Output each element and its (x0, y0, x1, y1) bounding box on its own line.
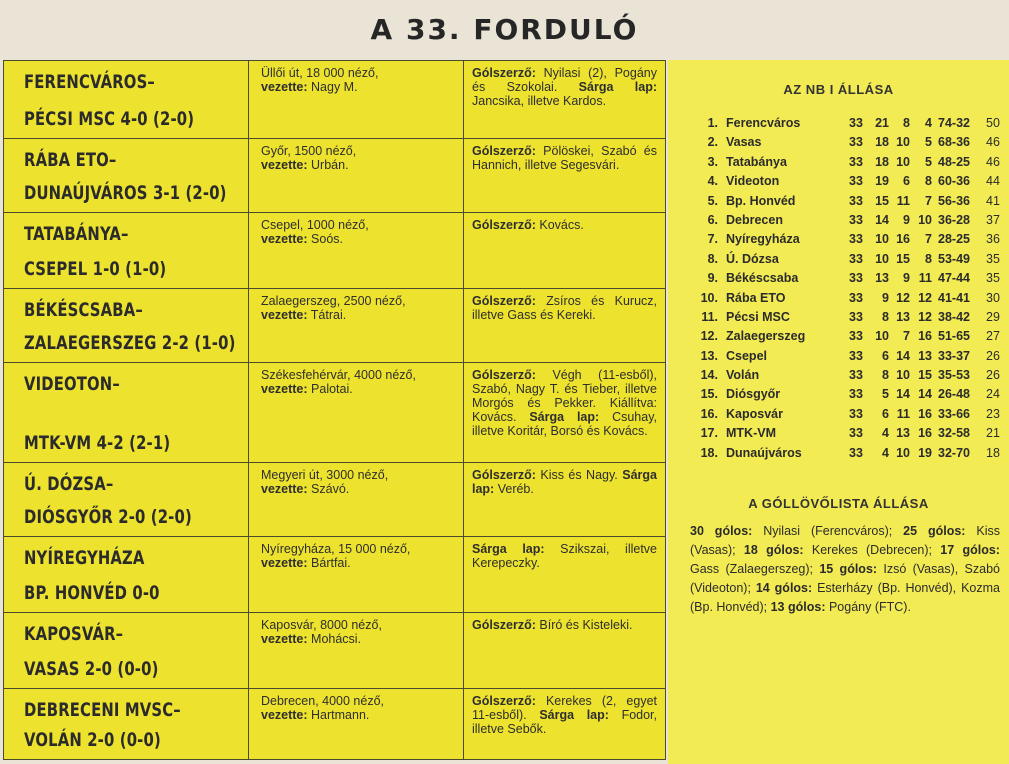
standing-team: Tatabánya (726, 154, 787, 169)
standing-points: 36 (986, 232, 1000, 247)
scorer-names: Esterházy (Bp. Honvéd), Kozma (Bp. Honvéd); (690, 581, 1000, 614)
scorer-group-label: 25 gólos: (903, 524, 966, 538)
standing-goals: 68-36 (938, 135, 970, 150)
standing-position: 4. (707, 174, 718, 189)
standing-points: 29 (986, 309, 1000, 324)
standing-points: 30 (986, 290, 1000, 305)
event-text: Fodor, illetve Sebők. (472, 708, 657, 736)
standing-team: Ferencváros (726, 116, 801, 130)
standing-points: 35 (986, 251, 1000, 266)
standing-points: 27 (986, 329, 1000, 344)
scorer-names: Pogány (FTC). (828, 600, 911, 614)
match-teams-cell (4, 139, 248, 212)
standing-won: 10 (875, 329, 889, 344)
event-label: Sárga lap: (578, 80, 657, 94)
away-team-score: PÉCSI MSC 4-0 (2-0) (24, 108, 195, 130)
standing-drawn: 10 (896, 154, 910, 169)
away-team-score: MTK-VM 4-2 (2-1) (24, 432, 171, 454)
event-label: Sárga lap: (529, 410, 600, 424)
standing-drawn: 11 (896, 193, 910, 208)
away-team-score: VOLÁN 2-0 (0-0) (24, 729, 161, 751)
standing-goals: 48-25 (938, 154, 970, 169)
match-teams-cell (4, 61, 248, 138)
home-team: TATABÁNYA– (24, 223, 129, 245)
standing-played: 33 (849, 329, 863, 344)
standing-position: 18. (700, 445, 718, 460)
referee-name: Mohácsi. (311, 632, 362, 646)
standing-won: 9 (882, 290, 889, 305)
match-events-cell (463, 139, 665, 212)
standing-drawn: 10 (896, 445, 910, 460)
standing-played: 33 (849, 212, 863, 227)
standing-drawn: 16 (896, 232, 910, 247)
standing-lost: 16 (918, 426, 932, 441)
match-events-cell (463, 213, 665, 288)
standing-position: 9. (707, 271, 718, 286)
event-text: Bíró és Kisteleki. (539, 618, 633, 632)
standing-lost: 15 (918, 368, 932, 383)
standing-position: 13. (700, 348, 718, 363)
event-text: Kerekes (2, egyet 11-esből). (472, 694, 657, 722)
referee-name: Urbán. (311, 158, 349, 172)
match-venue-cell (248, 463, 463, 536)
standing-won: 14 (875, 212, 889, 227)
standing-drawn: 13 (896, 309, 910, 324)
match-row (4, 61, 665, 139)
referee-name: Bártfai. (311, 556, 351, 570)
match-events (472, 542, 657, 570)
standing-lost: 12 (918, 290, 932, 305)
event-text: Kovács. (539, 218, 584, 232)
standing-team: MTK-VM (726, 426, 776, 441)
standing-goals: 51-65 (938, 329, 970, 344)
standing-won: 13 (875, 271, 889, 286)
venue-line (261, 694, 455, 722)
away-team-score: ZALAEGERSZEG 2-2 (1-0) (24, 332, 236, 354)
match-teams-cell (4, 463, 248, 536)
match-events (472, 468, 657, 496)
event-label: Gólszerző: (472, 294, 536, 308)
standing-played: 33 (849, 406, 863, 421)
standing-won: 4 (882, 445, 889, 460)
scorer-group-label: 13 gólos: (770, 600, 826, 614)
event-text: Jancsika, illetve Kardos. (472, 94, 607, 108)
match-events (472, 694, 657, 736)
standing-lost: 8 (925, 174, 932, 189)
referee-name: Szávó. (311, 482, 350, 496)
standing-goals: 47-44 (938, 271, 970, 286)
home-team: BÉKÉSCSABA– (24, 299, 143, 321)
standing-won: 10 (875, 251, 889, 266)
referee-label: vezette: (261, 308, 308, 322)
event-label: Gólszerző: (472, 66, 536, 80)
standing-points: 26 (986, 368, 1000, 383)
standing-played: 33 (849, 309, 863, 324)
home-team: VIDEOTON– (24, 373, 120, 395)
away-team-score: DIÓSGYŐR 2-0 (2-0) (24, 506, 192, 528)
match-row (4, 139, 665, 213)
standing-goals: 32-58 (938, 426, 970, 441)
standing-lost: 4 (925, 116, 932, 130)
standing-played: 33 (849, 232, 863, 247)
standing-goals: 28-25 (938, 232, 970, 247)
standing-position: 15. (700, 387, 718, 402)
match-row (4, 463, 665, 537)
venue-text: Nyíregyháza, 15 000 néző, (261, 542, 411, 556)
event-label: Sárga lap: (539, 708, 609, 722)
standing-team: Zalaegerszeg (726, 329, 806, 344)
standing-played: 33 (849, 445, 863, 460)
match-row (4, 537, 665, 613)
referee-label: vezette: (261, 158, 308, 172)
home-team: KAPOSVÁR– (24, 623, 124, 645)
venue-text: Megyeri út, 3000 néző, (261, 468, 389, 482)
standing-drawn: 13 (896, 426, 910, 441)
standing-played: 33 (849, 251, 863, 266)
event-label: Sárga lap: (472, 542, 545, 556)
standing-goals: 35-53 (938, 368, 970, 383)
standing-played: 33 (849, 348, 863, 363)
scorers-list (690, 522, 1000, 617)
standing-goals: 33-37 (938, 348, 970, 363)
standing-lost: 16 (918, 329, 932, 344)
event-label: Gólszerző: (472, 468, 536, 482)
standing-team: Békéscsaba (726, 271, 799, 286)
match-venue-cell (248, 139, 463, 212)
event-label: Sárga lap: (472, 468, 657, 496)
standing-position: 2. (707, 135, 718, 150)
match-venue-cell (248, 289, 463, 362)
standing-points: 21 (986, 426, 1000, 441)
referee-name: Hartmann. (311, 708, 370, 722)
match-row (4, 289, 665, 363)
standing-points: 23 (986, 406, 1000, 421)
match-events-cell (463, 463, 665, 536)
match-events-cell (463, 689, 665, 759)
venue-line (261, 218, 455, 246)
standings-panel (668, 60, 1009, 764)
standing-position: 11. (701, 309, 718, 324)
away-team-score: VASAS 2-0 (0-0) (24, 658, 159, 680)
match-events-cell (463, 537, 665, 612)
venue-line (261, 294, 455, 322)
away-team-score: DUNAÚJVÁROS 3-1 (2-0) (24, 182, 227, 204)
match-events (472, 618, 657, 632)
match-row (4, 213, 665, 289)
standing-team: Debrecen (726, 212, 783, 227)
event-label: Gólszerző: (472, 144, 536, 158)
scorer-names: Kiss (Vasas); (690, 524, 1001, 557)
standing-won: 15 (875, 193, 889, 208)
standing-lost: 19 (918, 445, 932, 460)
event-label: Gólszerző: (472, 618, 536, 632)
standing-lost: 14 (918, 387, 932, 402)
standing-points: 44 (986, 174, 1000, 189)
standing-played: 33 (849, 116, 863, 130)
standing-team: Volán (726, 368, 760, 383)
standing-won: 6 (882, 348, 889, 363)
venue-text: Székesfehérvár, 4000 néző, (261, 368, 416, 382)
standing-goals: 36-28 (938, 212, 970, 227)
standing-played: 33 (849, 154, 863, 169)
event-text: Szikszai, illetve Kerepeczky. (472, 542, 657, 570)
scorer-group-label: 30 gólos: (690, 524, 753, 538)
standing-team: Videoton (726, 174, 780, 189)
standing-lost: 12 (918, 309, 932, 324)
match-venue-cell (248, 61, 463, 138)
event-text: Pölöskei, Szabó és Hannich, illetve Segesvári. (472, 144, 657, 172)
venue-text: Üllői út, 18 000 néző, (261, 66, 379, 80)
standing-lost: 11 (918, 271, 932, 286)
standing-position: 1. (707, 116, 718, 130)
event-text: Nyilasi (2), Pogány és Szokolai. (472, 66, 657, 94)
standing-drawn: 11 (896, 406, 910, 421)
standing-position: 5. (707, 193, 718, 208)
standing-points: 46 (986, 135, 1000, 150)
match-events (472, 368, 657, 438)
match-row (4, 613, 665, 689)
venue-line (261, 66, 455, 94)
venue-line (261, 144, 455, 172)
match-events (472, 66, 657, 108)
standing-position: 16. (700, 406, 718, 421)
scorer-names: Gass (Zalaegerszeg); (690, 562, 814, 576)
home-team: DEBRECENI MVSC– (24, 699, 181, 721)
standing-won: 8 (882, 368, 889, 383)
scorer-names: Izsó (Vasas), Szabó (Videoton); (690, 562, 1000, 595)
standing-team: Kaposvár (726, 406, 783, 421)
event-text: Veréb. (497, 482, 534, 496)
standing-goals: 60-36 (938, 174, 970, 189)
standing-lost: 8 (925, 251, 932, 266)
standing-position: 8. (707, 251, 718, 266)
home-team: RÁBA ETO– (24, 149, 117, 171)
scorer-group-label: 18 gólos: (743, 543, 804, 557)
scorer-names: Nyilasi (Ferencváros); (763, 524, 893, 538)
standing-points: 18 (986, 445, 1000, 460)
standing-position: 12. (700, 329, 718, 344)
scorer-group-label: 17 gólos: (940, 543, 1000, 557)
match-events-cell (463, 363, 665, 462)
standing-played: 33 (849, 174, 863, 189)
standing-drawn: 14 (896, 387, 910, 402)
standing-lost: 7 (925, 193, 932, 208)
standing-points: 46 (986, 154, 1000, 169)
standing-goals: 41-41 (938, 290, 970, 305)
venue-text: Csepel, 1000 néző, (261, 218, 369, 232)
standing-goals: 26-48 (938, 387, 970, 402)
standing-drawn: 9 (903, 271, 910, 286)
event-label: Gólszerző: (472, 218, 536, 232)
match-teams-cell (4, 537, 248, 612)
event-label: Gólszerző: (472, 368, 536, 382)
standing-goals: 33-66 (938, 406, 970, 421)
standing-played: 33 (849, 271, 863, 286)
standing-lost: 16 (918, 406, 932, 421)
standing-lost: 5 (925, 154, 932, 169)
standing-played: 33 (849, 135, 863, 150)
event-text: Zsíros és Kurucz, illetve Gass és Kereki. (472, 294, 657, 322)
event-text: Csuhay, illetve Koritár, Borsó és Kovács. (472, 410, 657, 438)
standing-drawn: 7 (903, 329, 910, 344)
referee-name: Nagy M. (311, 80, 358, 94)
away-team-score: CSEPEL 1-0 (1-0) (24, 258, 167, 280)
event-text: Végh (11-esből), Szabó, Nagy T. és Tieber, illetve Morgós és Pekker. Kiállítva: Kovács. (472, 368, 657, 424)
venue-line (261, 468, 455, 496)
standing-points: 35 (986, 271, 1000, 286)
standing-team: Bp. Honvéd (726, 193, 796, 208)
standing-goals: 32-70 (938, 445, 970, 460)
standing-drawn: 14 (896, 348, 910, 363)
standing-points: 24 (986, 387, 1000, 402)
referee-name: Tátrai. (310, 308, 347, 322)
scorer-group-label: 15 gólos: (819, 562, 878, 576)
match-events (472, 294, 657, 322)
standing-won: 8 (882, 309, 889, 324)
standing-team: Rába ETO (726, 290, 786, 305)
standings-title: AZ NB I ÁLLÁSA (783, 82, 894, 97)
standing-team: Diósgyőr (726, 387, 781, 402)
standing-points: 41 (986, 193, 1000, 208)
home-team: FERENCVÁROS– (24, 71, 155, 93)
standing-team: Vasas (726, 135, 762, 150)
standing-position: 10. (700, 290, 718, 305)
standing-won: 21 (875, 116, 889, 130)
standing-team: Ú. Dózsa (726, 251, 779, 266)
standing-team: Csepel (726, 348, 767, 363)
match-events (472, 144, 657, 172)
standing-team: Dunaújváros (726, 445, 802, 460)
standing-team: Pécsi MSC (726, 309, 790, 324)
referee-label: vezette: (261, 708, 308, 722)
standing-position: 14. (700, 368, 718, 383)
match-row (4, 363, 665, 463)
standing-won: 5 (882, 387, 889, 402)
home-team: NYÍREGYHÁZA (24, 547, 145, 569)
scorers-title: A GÓLLÖVŐLISTA ÁLLÁSA (748, 496, 929, 511)
match-row (4, 689, 665, 759)
standing-drawn: 12 (896, 290, 910, 305)
standing-goals: 74-32 (938, 116, 970, 130)
referee-label: vezette: (261, 80, 308, 94)
venue-line (261, 542, 455, 570)
standing-played: 33 (849, 193, 863, 208)
match-venue-cell (248, 363, 463, 462)
match-results-table (3, 60, 666, 760)
standing-won: 18 (875, 154, 889, 169)
scorer-group-label: 14 gólos: (755, 581, 813, 595)
standing-points: 37 (986, 212, 1000, 227)
standing-position: 6. (707, 212, 718, 227)
home-team: Ú. DÓZSA– (24, 473, 114, 495)
match-teams-cell (4, 213, 248, 288)
standing-played: 33 (849, 368, 863, 383)
standing-lost: 7 (925, 232, 932, 247)
standing-won: 6 (882, 406, 889, 421)
venue-line (261, 368, 455, 396)
venue-text: Debrecen, 4000 néző, (261, 694, 385, 708)
match-events (472, 218, 657, 232)
event-text: Kiss és Nagy. (540, 468, 618, 482)
standing-goals: 53-49 (938, 251, 970, 266)
standing-drawn: 6 (903, 174, 910, 189)
standing-points: 26 (986, 348, 1000, 363)
standing-played: 33 (849, 387, 863, 402)
referee-name: Soós. (311, 232, 343, 246)
referee-label: vezette: (261, 556, 308, 570)
match-venue-cell (248, 613, 463, 688)
match-teams-cell (4, 289, 248, 362)
match-venue-cell (248, 537, 463, 612)
match-venue-cell (248, 213, 463, 288)
standing-position: 17. (700, 426, 718, 441)
standing-drawn: 10 (896, 368, 910, 383)
match-teams-cell (4, 613, 248, 688)
standing-won: 4 (882, 426, 889, 441)
venue-line (261, 618, 455, 646)
standing-goals: 56-36 (938, 193, 970, 208)
venue-text: Kaposvár, 8000 néző, (261, 618, 382, 632)
standing-position: 3. (707, 154, 718, 169)
standing-drawn: 10 (896, 135, 910, 150)
page-title: A 33. FORDULÓ (370, 13, 639, 46)
standing-drawn: 15 (896, 251, 910, 266)
standing-position: 7. (707, 232, 718, 247)
standing-drawn: 8 (903, 116, 910, 130)
standing-won: 10 (875, 232, 889, 247)
referee-name: Palotai. (311, 382, 353, 396)
referee-label: vezette: (261, 482, 308, 496)
standing-lost: 5 (925, 135, 932, 150)
match-teams-cell (4, 363, 248, 462)
match-teams-cell (4, 689, 248, 759)
referee-label: vezette: (261, 382, 308, 396)
match-venue-cell (248, 689, 463, 759)
match-events-cell (463, 289, 665, 362)
standing-played: 33 (849, 290, 863, 305)
referee-label: vezette: (261, 632, 308, 646)
away-team-score: BP. HONVÉD 0-0 (24, 582, 160, 604)
standing-goals: 38-42 (938, 309, 970, 324)
standing-points: 50 (986, 116, 1000, 130)
scorer-names: Kerekes (Debrecen); (811, 543, 933, 557)
standing-lost: 13 (918, 348, 932, 363)
standing-lost: 10 (918, 212, 932, 227)
standing-drawn: 9 (903, 212, 910, 227)
referee-label: vezette: (261, 232, 308, 246)
match-events-cell (463, 613, 665, 688)
standing-played: 33 (849, 426, 863, 441)
match-events-cell (463, 61, 665, 138)
venue-text: Zalaegerszeg, 2500 néző, (261, 294, 406, 308)
standing-won: 18 (875, 135, 889, 150)
venue-text: Győr, 1500 néző, (261, 144, 357, 158)
standing-team: Nyíregyháza (726, 232, 800, 247)
event-label: Gólszerző: (472, 694, 536, 708)
standing-won: 19 (875, 174, 889, 189)
